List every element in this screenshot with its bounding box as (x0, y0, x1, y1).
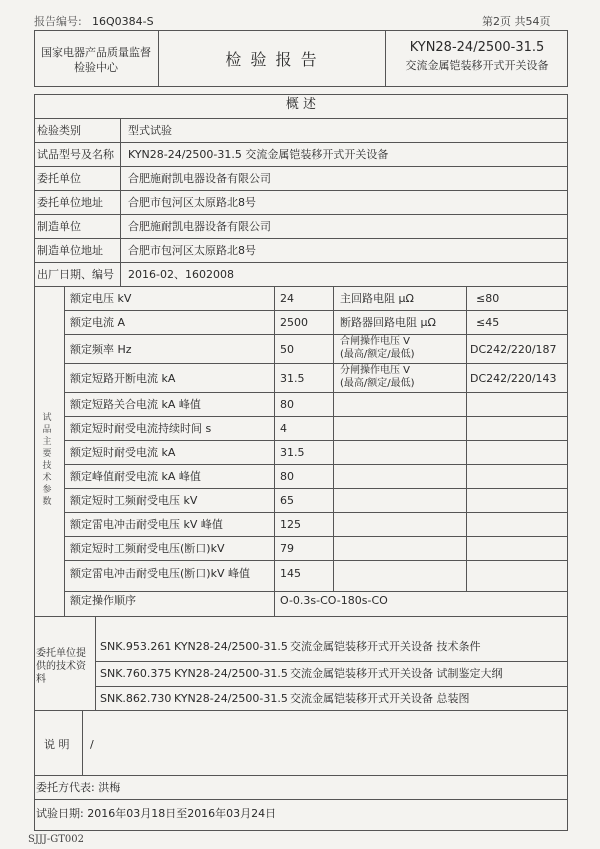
param-value: 80 (280, 398, 294, 411)
overview-title: 概 述 (285, 97, 317, 112)
manufacturer-address-value: 合肥市包河区太原路北8号 (128, 244, 256, 257)
param-value-2: DC242/220/187 (470, 343, 557, 356)
doc-code: SNK.760.375 (100, 667, 172, 680)
param-name: 额定雷电冲击耐受电压 kV 峰值 (70, 518, 223, 531)
doc-model: KYN28-24/2500-31.5 (174, 692, 288, 705)
org-name-line1: 国家电器产品质量监督 (41, 46, 151, 59)
param-name-2: 分闸操作电压 V (340, 365, 411, 376)
param-value: 31.5 (280, 372, 305, 385)
param-name-2: 断路器回路电阻 μΩ (340, 316, 436, 329)
param-name: 额定短路关合电流 kA 峰值 (70, 398, 201, 411)
manufacturer-value: 合肥施耐凯电器设备有限公司 (128, 220, 271, 233)
param-name: 额定电压 kV (70, 292, 132, 305)
param-value: 79 (280, 542, 294, 555)
test-date: 试验日期: 2016年03月18日至2016年03月24日 (36, 807, 277, 820)
org-name-line2: 检验中心 (74, 61, 118, 74)
param-value: 31.5 (280, 446, 305, 459)
factory-date-label: 出厂日期、编号 (37, 268, 114, 281)
param-name: 额定短时工频耐受电压(断口)kV (70, 542, 225, 555)
client-representative: 委托方代表: 洪梅 (36, 781, 121, 794)
product-name: 交流金属铠装移开式开关设备 (405, 59, 549, 72)
param-value-2: ≤80 (476, 292, 500, 305)
docs-side-line: 料 (36, 674, 46, 685)
client-value: 合肥施耐凯电器设备有限公司 (128, 172, 271, 185)
params-side-char: 主 (42, 437, 52, 447)
params-side-char: 数 (42, 497, 52, 507)
operation-sequence-value: O-0.3s-CO-180s-CO (280, 594, 388, 607)
param-name-2: 合闸操作电压 V (340, 336, 411, 347)
param-name: 额定短时耐受电流持续时间 s (70, 422, 212, 435)
params-side-char: 技 (42, 461, 52, 471)
param-value: 24 (280, 292, 294, 305)
doc-model: KYN28-24/2500-31.5 (174, 640, 288, 653)
params-side-char: 品 (42, 425, 52, 435)
param-value-2: ≤45 (476, 316, 500, 329)
sample-model-value: KYN28-24/2500-31.5 交流金属铠装移开式开关设备 (128, 148, 389, 161)
doc-code: SNK.862.730 (100, 692, 172, 705)
notes-label: 说 明 (44, 738, 70, 751)
param-name-2-sub: (最高/额定/最低) (340, 349, 415, 360)
param-name-2: 主回路电阻 μΩ (340, 292, 414, 305)
param-value-2: DC242/220/143 (470, 372, 557, 385)
param-name: 额定峰值耐受电流 kA 峰值 (70, 470, 201, 483)
param-value: 80 (280, 470, 294, 483)
param-value: 65 (280, 494, 294, 507)
docs-side-line: 供的技术资 (36, 661, 86, 672)
manufacturer-address-label: 制造单位地址 (37, 244, 103, 257)
factory-date-value: 2016-02、1602008 (128, 268, 234, 281)
param-value: 50 (280, 343, 294, 356)
param-value: 125 (280, 518, 301, 531)
doc-code: SNK.953.261 (100, 640, 172, 653)
manufacturer-label: 制造单位 (37, 220, 81, 233)
inspection-type-label: 检验类别 (37, 124, 81, 137)
client-label: 委托单位 (37, 172, 81, 185)
params-side-char: 试 (42, 413, 52, 423)
doc-desc: 交流金属铠装移开式开关设备 技术条件 (290, 640, 481, 653)
params-side-char: 术 (42, 473, 52, 483)
param-value: 145 (280, 567, 301, 580)
doc-desc: 交流金属铠装移开式开关设备 总装图 (290, 692, 470, 705)
param-name: 额定电流 A (70, 316, 126, 329)
notes-value: / (90, 738, 94, 751)
product-model: KYN28-24/2500-31.5 (409, 40, 545, 55)
param-name: 额定频率 Hz (70, 343, 132, 356)
param-value: 4 (280, 422, 287, 435)
docs-side-line: 委托单位提 (36, 648, 86, 659)
page-number: 第2页 共54页 (482, 15, 551, 28)
param-value: 2500 (280, 316, 308, 329)
sample-model-label: 试品型号及名称 (37, 148, 114, 161)
param-name-2-sub: (最高/额定/最低) (340, 378, 415, 389)
form-code: SJJJ-GT002 (28, 834, 85, 845)
params-side-char: 要 (42, 449, 52, 459)
param-name: 额定短时工频耐受电压 kV (70, 494, 198, 507)
report-number: 16Q0384-S (92, 15, 154, 28)
param-name: 额定短路开断电流 kA (70, 372, 176, 385)
inspection-type-value: 型式试验 (128, 124, 172, 137)
operation-sequence-label: 额定操作顺序 (70, 594, 136, 607)
report-title: 检 验 报 告 (225, 50, 319, 69)
doc-model: KYN28-24/2500-31.5 (174, 667, 288, 680)
param-name: 额定短时耐受电流 kA (70, 446, 176, 459)
params-side-char: 参 (42, 485, 52, 495)
doc-desc: 交流金属铠装移开式开关设备 试制鉴定大纲 (290, 667, 503, 680)
client-address-value: 合肥市包河区太原路北8号 (128, 196, 256, 209)
client-address-label: 委托单位地址 (37, 196, 103, 209)
report-number-label: 报告编号: (34, 15, 82, 28)
param-name: 额定雷电冲击耐受电压(断口)kV 峰值 (70, 567, 250, 580)
